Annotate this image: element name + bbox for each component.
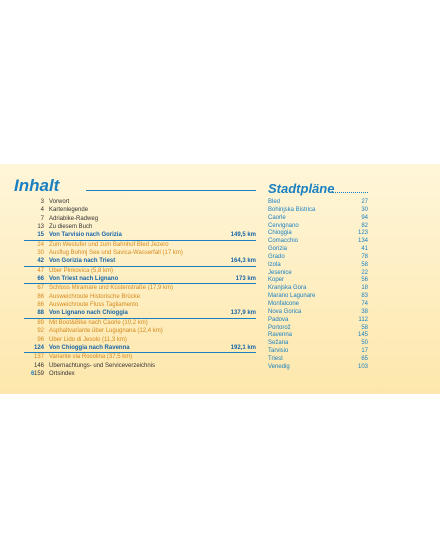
- city-map-entry[interactable]: [268, 325, 368, 333]
- city-map-name: Grado: [268, 253, 285, 260]
- city-map-page: 22: [361, 269, 368, 276]
- toc-entry-page: 24: [37, 241, 44, 248]
- city-map-page: 41: [361, 246, 368, 253]
- toc-entry-distance: 192,1 km: [230, 344, 256, 351]
- city-map-entry[interactable]: [268, 332, 368, 340]
- toc-entry[interactable]: [24, 293, 256, 301]
- city-map-name: Chioggia: [268, 230, 292, 237]
- toc-entry-title: Adriabike-Radweg: [49, 215, 99, 222]
- toc-entry[interactable]: [24, 198, 256, 206]
- toc-entry-page: 89: [37, 319, 44, 326]
- toc-entry-title: Mit Boot&Bike nach Caorle (10,2 km): [49, 319, 148, 326]
- city-map-name: Cervignano: [268, 222, 299, 229]
- toc-entry-distance: 164,3 km: [230, 258, 256, 265]
- toc-entry[interactable]: [24, 327, 256, 335]
- city-map-name: Monfalcone: [268, 300, 300, 307]
- city-map-page: 50: [361, 340, 368, 347]
- toc-entry[interactable]: [24, 231, 256, 240]
- toc-entry-title: Von Chioggia nach Ravenna: [49, 344, 130, 351]
- toc-entry-title: Zum Westufer und zum Bahnhof Bled Jezero: [49, 241, 169, 248]
- city-maps-heading-rule: [332, 192, 368, 193]
- city-map-entry[interactable]: [268, 270, 368, 278]
- city-map-name: Venedig: [268, 363, 290, 370]
- toc-entry[interactable]: [24, 257, 256, 266]
- city-map-entry[interactable]: [268, 317, 368, 325]
- city-map-page: 58: [361, 324, 368, 331]
- city-map-entry[interactable]: [268, 277, 368, 285]
- toc-entry[interactable]: [24, 362, 256, 370]
- toc-entry-page: 88: [37, 310, 44, 317]
- toc-entry-title: Zu diesem Buch: [49, 224, 93, 231]
- toc-entry-title: Von Gorizia nach Triest: [49, 258, 116, 265]
- city-maps-heading: Stadtpläne: [268, 181, 335, 196]
- toc-entry-title: Ausweichroute Historische Brücke: [49, 293, 141, 300]
- city-map-name: Bohinjska Bistrica: [268, 206, 316, 213]
- toc-entry-title: Kartenlegende: [49, 207, 89, 214]
- city-map-name: Ravenna: [268, 332, 293, 339]
- toc-entry-title: Übernachtungs- und Serviceverzeichnis: [49, 362, 156, 369]
- toc-entry[interactable]: [24, 241, 256, 249]
- toc-entry[interactable]: [24, 344, 256, 353]
- city-map-entry[interactable]: [268, 199, 368, 207]
- toc-entry-page: 66: [37, 276, 44, 283]
- city-map-name: Marano Lagunare: [268, 293, 316, 300]
- toc-entry[interactable]: [24, 284, 256, 292]
- toc-entry-page: 137: [33, 354, 44, 361]
- toc-entry[interactable]: [24, 223, 256, 231]
- city-map-name: Izola: [268, 261, 281, 268]
- toc-entry-title: Vorwort: [49, 199, 70, 205]
- toc-entry-title: Ortsindex: [49, 370, 75, 377]
- city-map-entry[interactable]: [268, 285, 368, 293]
- city-map-entry[interactable]: [268, 364, 368, 372]
- toc-entry-title: Ausweichroute Fluss Tagliamento: [49, 302, 139, 309]
- table-of-contents: [24, 198, 256, 378]
- city-map-entry[interactable]: [268, 340, 368, 348]
- city-map-page: 112: [358, 316, 368, 323]
- toc-entry-title: Von Lignano nach Chioggia: [49, 310, 128, 317]
- toc-entry-title: Ausflug Bohinj See und Savica-Wasserfall (17 km): [49, 250, 183, 257]
- city-map-name: Tarvisio: [268, 348, 289, 355]
- toc-entry[interactable]: [24, 336, 256, 344]
- city-map-entry[interactable]: [268, 230, 368, 238]
- toc-entry-page: 42: [37, 258, 44, 265]
- city-map-page: 18: [361, 285, 368, 292]
- toc-entry-page: 159: [33, 370, 44, 377]
- toc-entry[interactable]: [24, 206, 256, 214]
- toc-entry-page: 30: [37, 250, 44, 257]
- toc-heading-rule: [86, 190, 256, 191]
- city-map-name: Jesenice: [268, 269, 292, 276]
- toc-entry[interactable]: [24, 275, 256, 284]
- city-map-name: Nova Gorica: [268, 308, 302, 315]
- city-map-entry[interactable]: [268, 254, 368, 262]
- city-map-page: 74: [361, 300, 368, 307]
- city-map-page: 27: [361, 199, 368, 205]
- city-map-entry[interactable]: [268, 348, 368, 356]
- toc-entry-title: Schloss Miramare und Küstenstraße (17,9 km): [49, 285, 174, 292]
- toc-entry[interactable]: [24, 370, 256, 378]
- toc-entry-page: 3: [40, 199, 44, 205]
- toc-entry-page: 15: [37, 232, 44, 239]
- toc-entry-page: 47: [37, 267, 44, 274]
- toc-entry-page: 86: [37, 293, 44, 300]
- city-map-page: 83: [361, 293, 368, 300]
- city-maps-list: [268, 199, 368, 372]
- toc-entry-page: 86: [37, 302, 44, 309]
- city-map-name: Portorož: [268, 324, 291, 331]
- city-map-page: 17: [361, 348, 368, 355]
- city-map-entry[interactable]: [268, 293, 368, 301]
- city-map-page: 123: [357, 230, 368, 237]
- city-map-page: 38: [361, 308, 368, 315]
- city-map-name: Caorle: [268, 214, 286, 221]
- city-map-page: 58: [361, 261, 368, 268]
- toc-entry-page: 67: [37, 285, 44, 292]
- city-map-page: 103: [357, 363, 368, 370]
- toc-entry-page: 13: [37, 224, 44, 231]
- city-map-page: 30: [361, 206, 368, 213]
- city-map-page: 56: [361, 277, 368, 284]
- toc-entry-page: 92: [37, 328, 44, 335]
- city-map-name: Comacchio: [268, 238, 299, 245]
- page-number: 6: [31, 371, 35, 377]
- city-map-page: 134: [357, 238, 368, 245]
- toc-entry[interactable]: [24, 353, 256, 361]
- toc-entry-page: 96: [37, 336, 44, 343]
- toc-entry[interactable]: [24, 309, 256, 318]
- toc-entry-distance: 137,9 km: [230, 310, 256, 317]
- toc-entry[interactable]: [24, 215, 256, 223]
- city-map-name: Bled: [268, 199, 281, 205]
- city-map-page: 82: [361, 222, 368, 229]
- toc-entry-page: 124: [33, 344, 44, 351]
- toc-entry-title: Über Lido di Jesolo (11,3 km): [49, 336, 127, 343]
- toc-entry-title: Von Triest nach Lignano: [49, 276, 119, 283]
- city-map-entry[interactable]: [268, 223, 368, 231]
- city-map-entry[interactable]: [268, 215, 368, 223]
- city-map-entry[interactable]: [268, 207, 368, 215]
- toc-entry-title: Von Tarvisio nach Gorizia: [49, 232, 122, 239]
- toc-entry[interactable]: [24, 249, 256, 257]
- toc-entry-page: 7: [40, 215, 44, 222]
- toc-entry-title: Über Plnkovica (5,8 km): [49, 267, 114, 274]
- city-map-entry[interactable]: [268, 309, 368, 317]
- toc-entry-page: 4: [40, 207, 44, 214]
- city-map-entry[interactable]: [268, 246, 368, 254]
- city-map-entry[interactable]: [268, 262, 368, 270]
- toc-entry[interactable]: [24, 301, 256, 309]
- city-map-page: 94: [361, 214, 368, 221]
- city-map-name: Padova: [268, 316, 289, 323]
- city-map-name: Gorizia: [268, 246, 288, 253]
- toc-entry[interactable]: [24, 319, 256, 327]
- toc-entry-title: Asphaltvariante über Lugugnana (12,4 km): [49, 328, 163, 335]
- toc-entry-page: 146: [33, 362, 44, 369]
- city-map-page: 145: [357, 332, 368, 339]
- city-map-name: Kranjska Gora: [268, 285, 307, 292]
- toc-entry-distance: 149,5 km: [230, 232, 256, 239]
- city-map-entry[interactable]: [268, 238, 368, 246]
- city-map-page: 78: [361, 253, 368, 260]
- city-map-page: 65: [361, 355, 368, 362]
- toc-entry[interactable]: [24, 267, 256, 275]
- city-map-name: Triest: [268, 355, 283, 362]
- toc-heading: Inhalt: [14, 176, 60, 195]
- city-map-name: Sežana: [268, 340, 289, 347]
- city-map-entry[interactable]: [268, 301, 368, 309]
- city-map-name: Koper: [268, 277, 285, 284]
- toc-entry-title: Variante via Rosolina (37,5 km): [49, 354, 133, 361]
- toc-entry-distance: 173 km: [235, 276, 256, 283]
- city-map-entry[interactable]: [268, 356, 368, 364]
